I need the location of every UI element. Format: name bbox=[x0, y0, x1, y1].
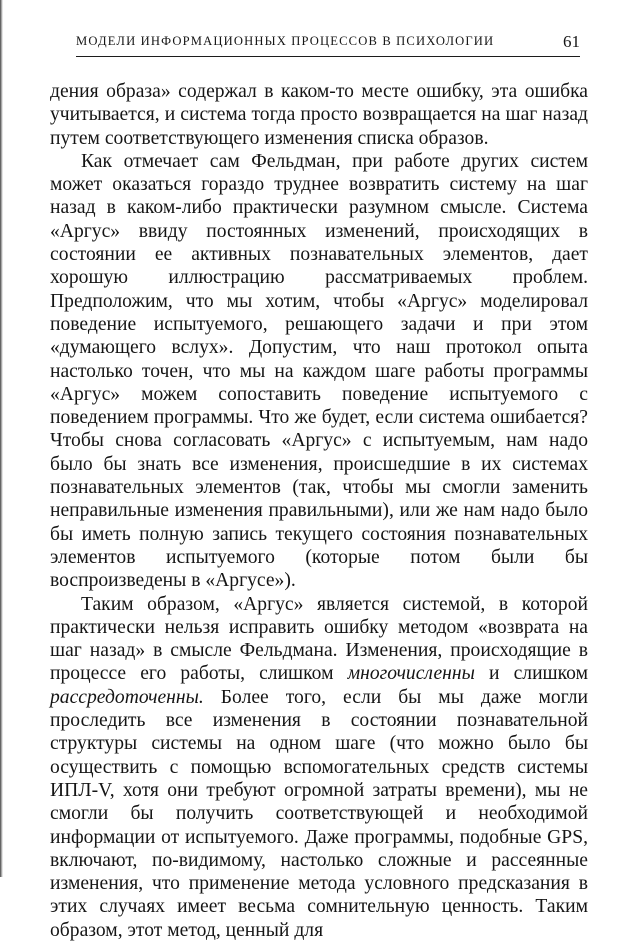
emphasis-dispersed: рассредоточенны. bbox=[50, 686, 204, 708]
running-head: МОДЕЛИ ИНФОРМАЦИОННЫХ ПРОЦЕССОВ В ПСИХОЛОГИИ bbox=[76, 34, 495, 48]
emphasis-many: многочисленны bbox=[347, 663, 475, 685]
paragraph-text: Более того, если бы мы даже могли проследить все изменения в состоянии познавательной структуры системы на одном шаге (что можно было бы осуществить с помощью вспомогательных средств системы ИПЛ-V, хотя они требуют огромной затраты времени), мы не смогли бы получить соответствующей и необходимой информации от испытуемого. Даже программы, подобные GPS, включают, по-видимому, настолько сложные и рассеянные изменения, что применение метода условного предсказания в этих случаях имеет весьма сомнительную ценность. Таким образом, этот метод, ценный для bbox=[50, 686, 588, 941]
header-rule bbox=[76, 56, 580, 57]
paragraph-text: Таким образом, «Аргус» является системой, в которой практически нельзя исправить ошибку методом «возврата на шаг назад» в смысле Фельдмана. Изменения, происходящие в процессе его работы, слишком bbox=[50, 593, 588, 685]
page-edge-shadow bbox=[0, 0, 3, 877]
page-number: 61 bbox=[563, 32, 580, 51]
paragraph-text: и слишком bbox=[474, 663, 588, 685]
paragraph-argus-conclusion bbox=[50, 593, 588, 942]
paragraph-feldman: Как отмечает сам Фельдман, при работе других систем может оказаться гораздо труднее возвратить систему на шаг назад в каком-либо практически разумном смысле. Система «Аргус» ввиду постоянных изменений, происходящих в состоянии ее активных познавательных элементов, дает хорошую иллюстрацию рассматриваемых проблем. Предположим, что мы хотим, чтобы «Аргус» моделировал поведение испытуемого, решающего задачи и при этом «думающего вслух». Допустим, что наш протокол опыта настолько точен, что мы на каждом шаге работы программы «Аргус» можем сопоставить поведение испытуемого с поведением программы. Что же будет, если система ошибается? Чтобы снова согласовать «Аргус» с испытуемым, нам надо было бы знать все изменения, происшедшие в их системах познавательных элементов (так, чтобы мы смогли заменить неправильные изменения правильными), или же нам надо было бы иметь полную запись текущего состояния познавательных элементов испытуемого (которые потом были бы воспроизведены в «Аргусе»). bbox=[50, 150, 588, 592]
paragraph-continued: дения образа» содержал в каком-то месте ошибку, эта ошибка учитывается, и система тогда просто возвращается на шаг назад путем соответствующего изменения списка образов. bbox=[50, 81, 588, 149]
page-header bbox=[76, 34, 580, 58]
body-text bbox=[50, 80, 588, 942]
